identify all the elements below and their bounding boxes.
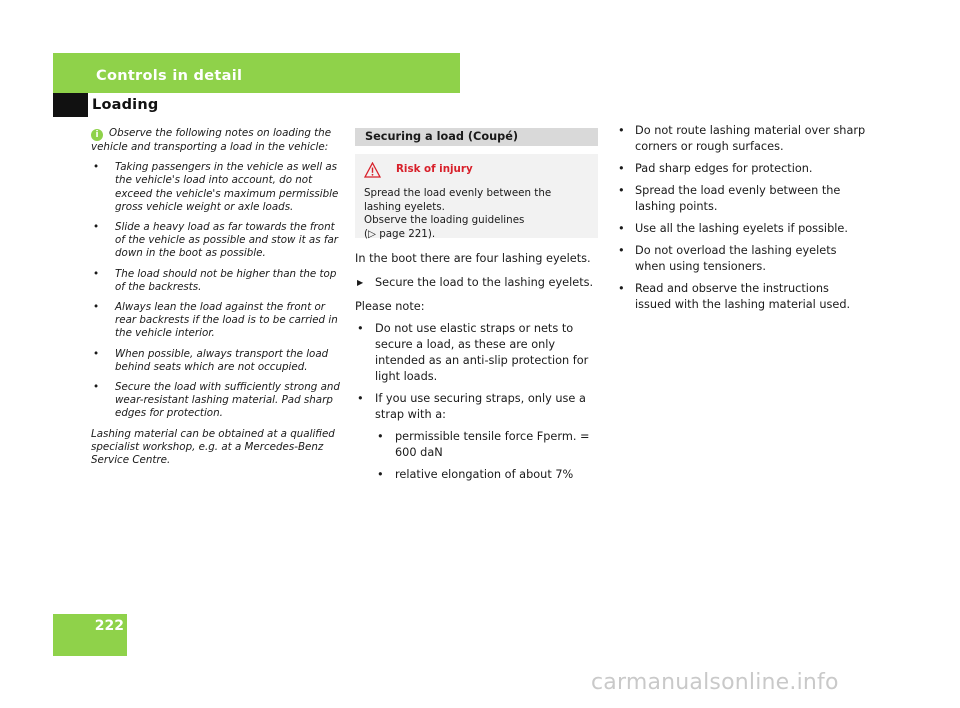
- warning-text: Observe the loading guidelines: [364, 214, 525, 227]
- info-note: [91, 127, 341, 474]
- paragraph: In the boot there are four lashing eyelets.: [355, 252, 591, 265]
- list-item: • Do not use elastic straps or nets to secure a load, as these are only intended as an anti-slip protection for light loads.: [355, 321, 598, 385]
- page-number: 222: [94, 618, 124, 634]
- list-item: • Do not route lashing material over sharp corners or rough surfaces.: [616, 123, 866, 155]
- list-item: • When possible, always transport the load behind seats which are not occupied.: [91, 348, 341, 374]
- action-step: ▶ Secure the load to the lashing eyelets.: [355, 275, 598, 291]
- section-heading: Securing a load (Coupé): [355, 128, 598, 146]
- subsection-title: Loading: [92, 97, 159, 113]
- list-item: • Always lean the load against the front or rear backrests if the load is to be carried in the vehicle interior.: [91, 301, 341, 341]
- info-bullets: [91, 161, 341, 420]
- securing-section: [355, 128, 598, 483]
- paragraph: Please note:: [355, 300, 425, 313]
- warning-triangle-icon: [364, 162, 381, 178]
- warning-text: Spread the load evenly between the lashing eyelets.: [364, 187, 552, 213]
- info-icon: i: [91, 129, 103, 141]
- list-item: • Pad sharp edges for protection.: [616, 161, 866, 177]
- list-item: • Read and observe the instructions issued with the lashing material used.: [616, 281, 866, 313]
- list-item: • Secure the load with sufficiently strong and wear-resistant lashing material. Pad sharp edges for protection.: [91, 381, 341, 421]
- sub-list-item: • permissible tensile force Fperm. = 600 daN: [375, 429, 598, 461]
- list-item: • The load should not be higher than the top of the backrests.: [91, 268, 341, 294]
- list-item: • Spread the load evenly between the lashing points.: [616, 183, 866, 215]
- sub-list-item: • relative elongation of about 7%: [375, 467, 598, 483]
- page-reference-link[interactable]: (▷ page 221).: [364, 227, 436, 240]
- warning-box: [355, 154, 598, 238]
- list-item: [355, 391, 598, 483]
- page-number-box: [53, 614, 127, 656]
- info-footer: Lashing material can be obtained at a qualified specialist workshop, e.g. at a Mercedes-Benz Service Centre.: [91, 427, 335, 467]
- list-item: • Do not overload the lashing eyelets when using tensioners.: [616, 243, 866, 275]
- section-marker: [53, 93, 88, 117]
- list-item: • Taking passengers in the vehicle as well as the vehicle's load into account, do not exceed the vehicle's maximum permissible gross vehicle weight or axle loads.: [91, 161, 341, 214]
- list-item: • Use all the lashing eyelets if possible.: [616, 221, 866, 237]
- section-title: Controls in detail: [96, 68, 243, 84]
- watermark: carmanualsonline.info: [591, 670, 839, 695]
- list-item: • Slide a heavy load as far towards the front of the vehicle as possible and stow it as far down in the boot as possible.: [91, 221, 341, 261]
- warning-title: Risk of injury: [396, 163, 473, 176]
- list-item-text: If you use securing straps, only use a strap with a:: [375, 392, 586, 421]
- right-column: [616, 123, 866, 319]
- info-intro: Observe the following notes on loading the vehicle and transporting a load in the vehicle:: [91, 127, 332, 153]
